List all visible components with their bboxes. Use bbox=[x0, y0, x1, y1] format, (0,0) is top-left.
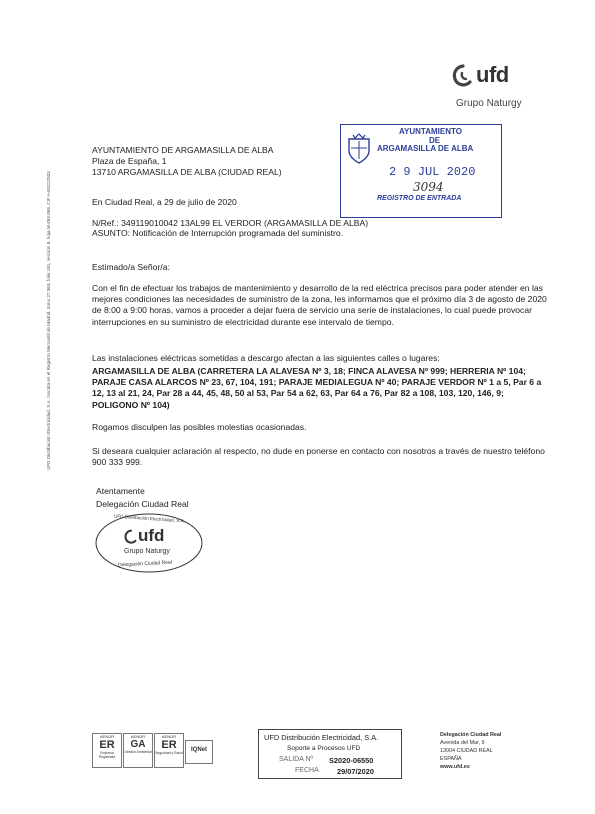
cert-1-mark: ER bbox=[99, 739, 115, 751]
cert-4-mark: IQNet bbox=[190, 747, 207, 753]
subject-line: ASUNTO: Notificación de Interrupción programada del suministro. bbox=[92, 228, 344, 238]
body-paragraph-1: Con el fin de efectuar los trabajos de mantenimiento y desarrollo de la red eléctrica precisos para poder atender en las mejores condiciones las necesidades de suministro de la zona, les informamos que el próximo día 3 de agosto de 2020 de 8:00 a 9:00 horas, vamos a proceder a dejar fuera de servicio una serie de instalaciones, lo cual puede provocar interrupciones en su suministro de electricidad durante ese intervalo de tiempo. bbox=[92, 283, 547, 327]
cert-logo-2 bbox=[123, 733, 153, 768]
outgoing-registry-box bbox=[258, 729, 402, 779]
seal-swirl-icon bbox=[124, 529, 138, 545]
date-line: En Ciudad Real, a 29 de julio de 2020 bbox=[92, 197, 237, 207]
cert-3-mark: ER bbox=[161, 739, 177, 751]
cert-2-mark: GA bbox=[130, 739, 146, 750]
fecha-value: 29/07/2020 bbox=[337, 767, 374, 776]
stamp-line-3: ARGAMASILLA DE ALBA bbox=[377, 144, 474, 153]
recipient-line-1: AYUNTAMIENTO DE ARGAMASILLA DE ALBA bbox=[92, 145, 274, 155]
registry-stamp bbox=[340, 124, 502, 218]
stamp-line-2: DE bbox=[429, 136, 441, 145]
cert-2-bottom: Gestión Ambiental bbox=[124, 750, 152, 754]
footer-company: UFD Distribución Electricidad, S.A. bbox=[264, 733, 379, 742]
cert-3-bottom: Seguridad y Salud bbox=[155, 751, 183, 755]
salida-value: S2020-06550 bbox=[329, 756, 374, 765]
body-paragraph-2: Las instalaciones eléctricas sometidas a descargo afectan a las siguientes calles o lugares: bbox=[92, 353, 440, 363]
stamp-date: 2 9 JUL 2020 bbox=[389, 165, 476, 179]
cert-3-top: AENOR bbox=[161, 734, 177, 739]
fecha-label: FECHA bbox=[295, 767, 319, 774]
cert-logo-1 bbox=[92, 733, 122, 768]
reference-line: N/Ref.: 349119010042 13AL99 EL VERDOR (ARGAMASILLA DE ALBA) bbox=[92, 218, 369, 228]
footer-address-line-3: ESPAÑA bbox=[440, 756, 462, 762]
closing-1: Atentamente bbox=[96, 486, 145, 496]
cert-1-bottom: Empresa Registrada bbox=[98, 751, 116, 759]
legal-sidebar-text: UFD Distribución Electricidad, S.A. Inscrita en el Registro Mercantil de Madrid, tomo 27.363, folio 181, sección 8, hoja M-493.069, CIF A-63222533 bbox=[46, 171, 51, 470]
company-logo bbox=[452, 62, 542, 112]
seal-top-text: UFD Distribución Electricidad, S.A. bbox=[113, 513, 186, 524]
cert-logo-4 bbox=[185, 740, 213, 764]
stamp-number: 3094 bbox=[413, 180, 444, 194]
closing-2: Delegación Ciudad Real bbox=[96, 499, 189, 509]
logo-group: Grupo Naturgy bbox=[456, 98, 522, 109]
recipient-line-2: Plaza de España, 1 bbox=[92, 156, 167, 166]
cert-2-top: AENOR bbox=[130, 734, 146, 739]
greeting: Estimado/a Señor/a: bbox=[92, 262, 170, 272]
recipient-line-3: 13710 ARGAMASILLA DE ALBA (CIUDAD REAL) bbox=[92, 167, 282, 177]
footer-address-line-1: Avenida del Mar, 9 bbox=[440, 740, 485, 746]
footer-address-title: Delegación Ciudad Real bbox=[440, 732, 502, 738]
seal-group: Grupo Naturgy bbox=[124, 548, 170, 555]
seal-bottom-text: Delegación Ciudad Real bbox=[117, 559, 173, 569]
coat-of-arms-icon bbox=[345, 133, 373, 165]
footer-address bbox=[440, 731, 501, 771]
cert-logo-3 bbox=[154, 733, 184, 768]
body-paragraph-3: Rogamos disculpen las posibles molestias ocasionadas. bbox=[92, 422, 307, 432]
company-seal bbox=[94, 512, 204, 574]
salida-label: SALIDA Nº bbox=[279, 756, 314, 763]
footer-website: www.ufd.es bbox=[440, 764, 470, 770]
stamp-line-1: AYUNTAMIENTO bbox=[399, 127, 462, 136]
footer-address-line-2: 13004 CIUDAD REAL bbox=[440, 748, 493, 754]
cert-1-top: AENOR bbox=[99, 734, 115, 739]
logo-name: ufd bbox=[476, 62, 509, 87]
stamp-registry: REGISTRO DE ENTRADA bbox=[377, 195, 462, 202]
seal-name: ufd bbox=[138, 526, 165, 545]
body-paragraph-4: Si deseara cualquier aclaración al respecto, no dude en ponerse en contacto con nosotros a través de nuestro teléfono 900 333 999. bbox=[92, 446, 545, 468]
logo-swirl-icon bbox=[452, 64, 474, 88]
footer-support: Soporte a Procesos UFD bbox=[287, 745, 361, 752]
locations-list: ARGAMASILLA DE ALBA (CARRETERA LA ALAVESA Nº 3, 18; FINCA ALAVESA Nº 999; HERRERIA Nº 104; PARAJE CASA ALARCOS Nº 23, 67, 104, 191; PARAJE MEDIALEGUA Nº 40; PARAJE VERDOR Nº 1 a 5, Par 6 a 12, 13 al 21, 24, Par 28 a 44, 45, 48, 50 al 53, Par 54 a 62, 63, Par 64 a 76, Par 82 a 108, 103, 120, 146, 9; POLIGONO Nº 104) bbox=[92, 366, 542, 410]
